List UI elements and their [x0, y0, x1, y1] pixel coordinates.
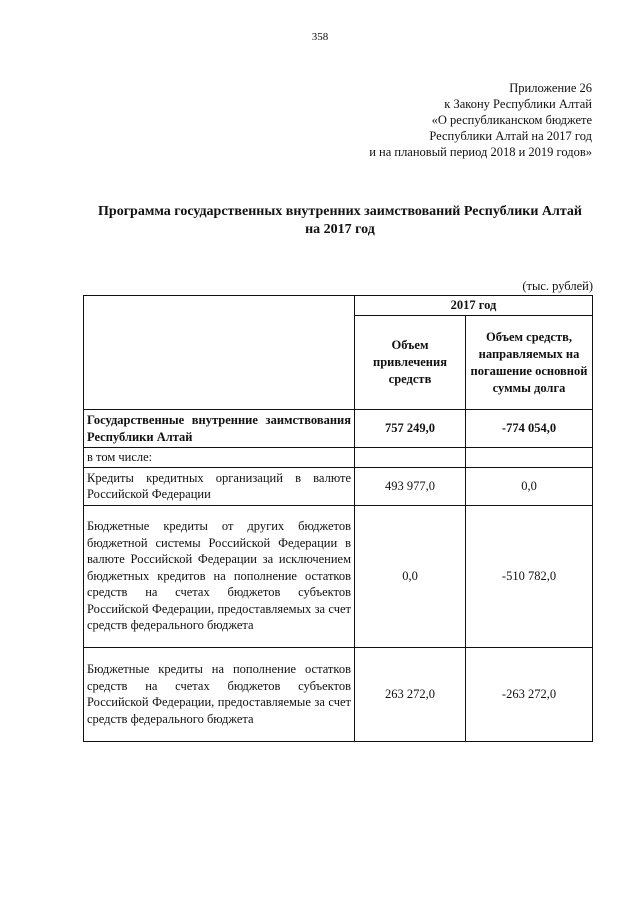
annex-line: «О республиканском бюджете [431, 113, 592, 127]
annex-line: к Закону Республики Алтай [444, 97, 592, 111]
attract-value: 757 249,0 [355, 410, 466, 448]
repay-value [466, 448, 593, 468]
year-header: 2017 год [355, 296, 593, 316]
borrowing-table [83, 295, 593, 742]
row-name: Государственные внутренние заимствования Республики Алтай [84, 410, 355, 448]
row-name: Бюджетные кредиты на пополнение остатков средств на счетах бюджетов субъектов Российской Федерации, предоставляемые за счет средств федерального бюджета [84, 647, 355, 741]
attract-value: 263 272,0 [355, 647, 466, 741]
attract-header: Объем привлечения средств [355, 316, 466, 410]
title-line: на 2017 год [305, 222, 375, 237]
page-number: 358 [311, 31, 329, 43]
table-row [84, 505, 593, 647]
annex-line: Республики Алтай на 2017 год [429, 129, 592, 143]
table-row [84, 467, 593, 505]
units-note: (тыс. рублей) [522, 279, 593, 293]
attract-value [355, 448, 466, 468]
table-row [84, 448, 593, 468]
annex-line: Приложение 26 [509, 81, 592, 95]
row-name: Кредиты кредитных организаций в валюте Российской Федерации [84, 467, 355, 505]
header-blank-cell [84, 296, 355, 410]
repay-value: 0,0 [466, 467, 593, 505]
repay-value: -774 054,0 [466, 410, 593, 448]
repay-header: Объем средств, направляемых на погашение основной суммы долга [466, 316, 593, 410]
document-title [60, 203, 620, 239]
table-row [84, 410, 593, 448]
title-line: Программа государственных внутренних заимствований Республики Алтай [98, 204, 582, 219]
table-row [84, 647, 593, 741]
row-name: Бюджетные кредиты от других бюджетов бюджетной системы Российской Федерации в валюте Российской Федерации за исключением бюджетных кредитов на пополнение остатков средств на счетах бюджетов субъектов Российской Федерации, предоставляемых за счет средств федерального бюджета [84, 505, 355, 647]
repay-value: -263 272,0 [466, 647, 593, 741]
row-name: в том числе: [84, 448, 355, 468]
annex-reference [369, 80, 592, 160]
attract-value: 0,0 [355, 505, 466, 647]
repay-value: -510 782,0 [466, 505, 593, 647]
annex-line: и на плановый период 2018 и 2019 годов» [369, 145, 592, 159]
attract-value: 493 977,0 [355, 467, 466, 505]
